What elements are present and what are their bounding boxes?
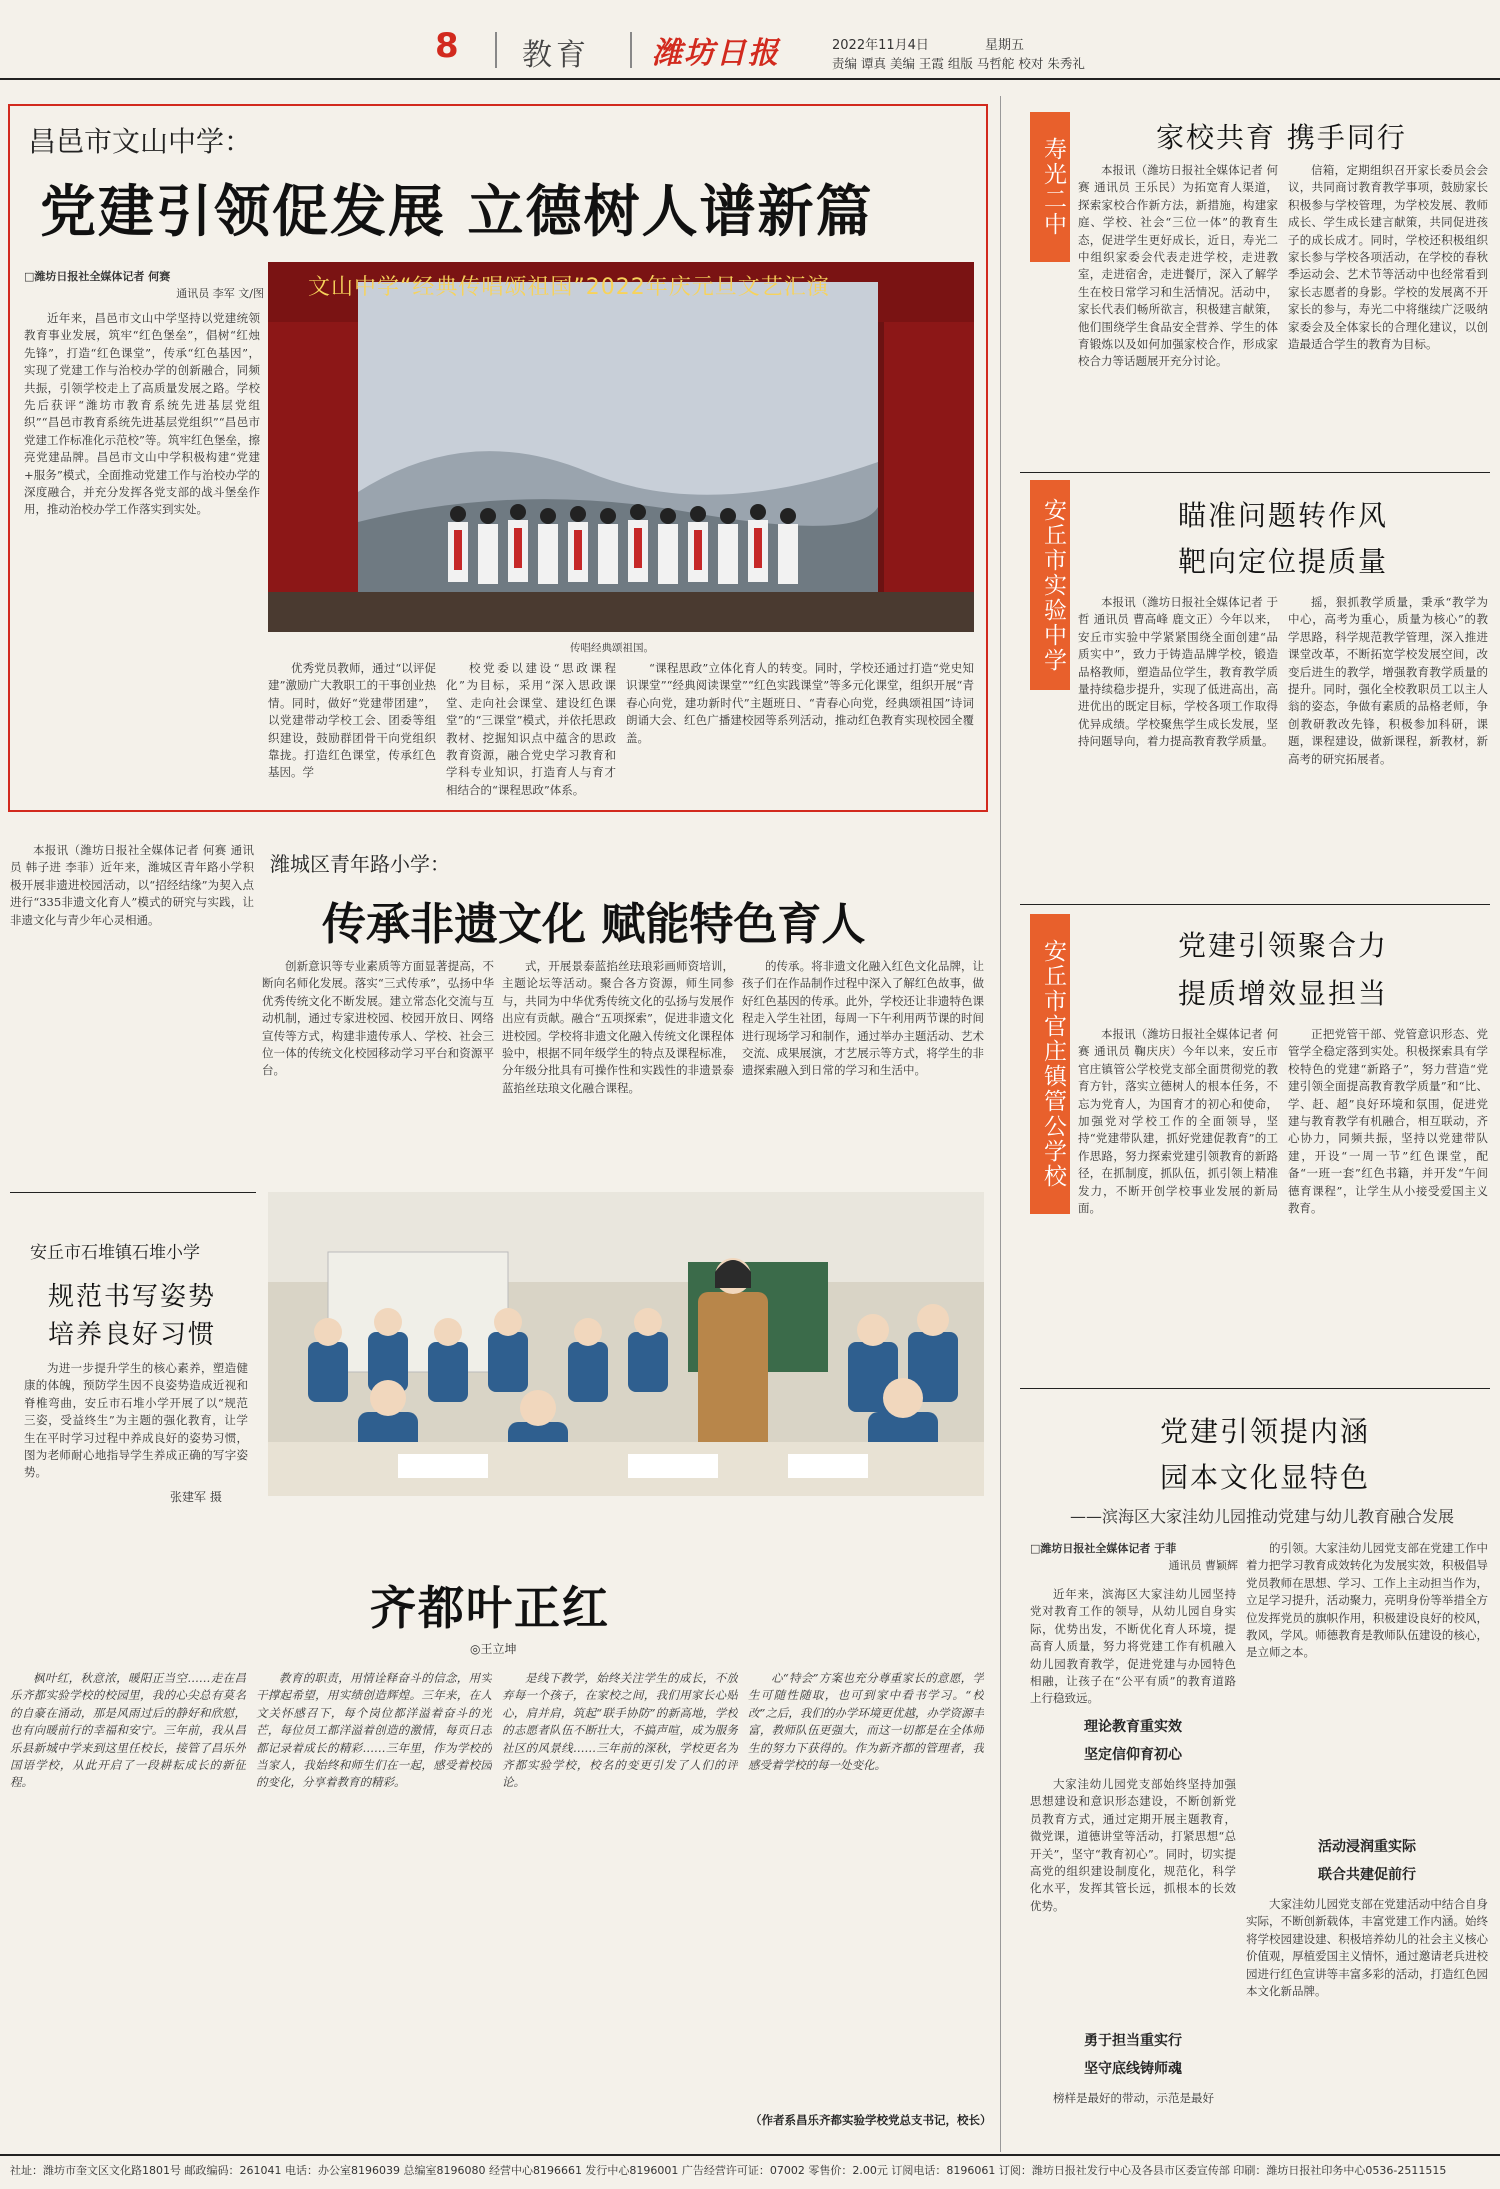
essay-col-2 — [256, 1670, 492, 2140]
essay-title: 齐都叶正红 — [370, 1581, 610, 1635]
stage-photo — [268, 262, 974, 632]
story4-subhead-3a: 活动浸润重实际 — [1318, 1839, 1416, 1855]
essay-col-4-text: 心“特会”方案也充分尊重家长的意愿，学生可随性随取，也可到家中看书学习。“校改”之后，我们的办学环境更优越，办学资源丰富，教师队伍更强大，而这一切都是在全体师生的努力下获得的。作为新齐都的管理者，我感受着学校的每一处变化。 — [748, 1671, 984, 1773]
story4-byline-reporter: □潍坊日报社全媒体记者 于菲 — [1030, 1542, 1177, 1555]
brief-title-2: 培养良好习惯 — [48, 1320, 217, 1350]
story3-col-2-text: 正把党管干部、党管意识形态、党管学全稳定落到实处。积极探索具有学校特色的党建“新路子”，努力营造“党建引领全面提高教育教学质量”和“比、学、赶、超”良好环境和氛围，促进党建与教育教学有机融合，相互联动，齐心协力，同频共振，坚持以党建带队建，开设“一周一节”红色课堂，配备“一班一套”红色书籍，并开发“午间德育课程”，让学生从小接受爱国主义教育。 — [1288, 1027, 1488, 1216]
issue-date: 2022年11月4日 — [832, 38, 929, 53]
brief-top-rule — [10, 1192, 256, 1193]
story4-col-1b — [1030, 1776, 1236, 2026]
story4-col-1b-text: 大家洼幼儿园党支部始终坚持加强思想建设和意识形态建设，不断创新党员教育方式，通过定期开展主题教育，微党课，道德讲堂等活动，打紧思想“总开关”，坚守“教育初心”。同时，切实提高党的组织建设制度化，规范化，科学化水平，发挥其管长远，抓根本的长效优势。 — [1030, 1777, 1236, 1913]
masthead-rule — [0, 78, 1500, 80]
second-headline: 传承非遗文化 赋能特色育人 — [322, 899, 866, 950]
story4-col-1a-text: 近年来，滨海区大家洼幼儿园坚持党对教育工作的领导，从幼儿园自身实际，优势出发，不断优化育人环境，提高育人质量，努力将党建工作有机融入幼儿园教育教学，促进党建与办园特色相融，让孩子在“公平有质”的教育道路上行稳致远。 — [1030, 1587, 1236, 1706]
story4-subhead-1b: 坚定信仰育初心 — [1084, 1747, 1182, 1763]
main-byline-reporter: □潍坊日报社全媒体记者 何赛 — [24, 270, 171, 283]
main-col-2 — [268, 660, 436, 800]
tag-anqiu-guanzhuang: 安丘市官庄镇管公学校 — [1030, 914, 1070, 1214]
story4-col-1c-text: 榜样是最好的带动，示范是最好 — [1053, 2091, 1214, 2105]
story2-rule — [1020, 904, 1490, 905]
brief-photo-credit: 张建军 摄 — [170, 1490, 222, 1504]
masthead-divider — [495, 32, 497, 68]
essay-col-2-text: 教育的职责，用情诠释奋斗的信念，用实干撑起希望，用实绩创造辉煌。三年来，在人文关怀感召下，每个岗位都洋溢着奋斗的光芒，每位员工都洋溢着创造的激情，每页日志都记录着成长的精彩……三年里，作为学校的当家人，我始终和师生们在一起，感受着校园的变化，分享着教育的精彩。 — [256, 1671, 492, 1790]
story3-col-1-text: 本报讯（潍坊日报社全媒体记者 何赛 通讯员 鞠庆庆）今年以来，安丘市官庄镇管公学校党支部全面贯彻党的教育方针，落实立德树人的根本任务，不忘为党育人，为国育才的初心和使命，加强党对学校工作的全面领导，坚持“党建带队建，抓好党建促教育”的工作思路，努力探索党建引领教育的新路径，在抓制度，抓队伍，抓引领上精准发力，不断开创学校事业发展的新局面。 — [1078, 1027, 1278, 1216]
essay-author: ◎王立坤 — [470, 1642, 517, 1656]
right-column-divider — [1000, 96, 1001, 2152]
story1-col-1-text: 本报讯（潍坊日报社全媒体记者 何赛 通讯员 王乐民）为拓宽育人渠道，探索家校合作新方法，新措施，构建家庭、学校、社会“三位一体”的教育生态，促进学生更好成长，近日，寿光二中组织家委会代表走进学校，走进教室，走进宿舍，走进餐厅，深入了解学生在校日常学习和生活情况。活动中，家长代表们畅所欲言，积极建言献策，他们围绕学生食品安全营养、学生的体育锻炼以及如何加强家校合作，形成家校合力等话题展开充分讨论。 — [1078, 163, 1278, 369]
second-col-4 — [742, 958, 984, 1180]
story4-subhead-2a: 勇于担当重实行 — [1084, 2033, 1182, 2049]
story4-col-2a-text: 的引领。大家洼幼儿园党支部在党建工作中着力把学习教育成效转化为发展实效，积极倡导党员教师在思想、学习、工作上主动担当作为，立足学习提升，活动聚力，亮明身份等举措全方位发挥党员的旗帜作用，积极建设良好的校风，教风，学风。师德教育是教师队伍建设的核心，是立师之本。 — [1246, 1541, 1488, 1660]
story3-rule — [1020, 1388, 1490, 1389]
essay-col-4 — [748, 1670, 984, 2110]
story4-subhead-3 — [1246, 1836, 1488, 1884]
stage-photo-banner: 文山中学“经典传唱颂祖国”2022年庆元旦文艺汇演 — [308, 275, 830, 300]
main-col-3-text: 校党委以建设“思政课程化”为目标，采用“深入思政课堂、走向社会课堂、建设红色课堂”的“三课堂”模式，并依托思政教材、挖掘知识点中蕴含的思政教育资源，融合党史学习教育和学科专业知识，打造育人与育才相结合的“课程思政”体系。 — [446, 661, 616, 797]
brief-body — [24, 1360, 248, 1490]
main-col-4 — [626, 660, 974, 800]
second-kicker: 潍城区青年路小学： — [270, 852, 450, 876]
story4-subhead-2b: 坚守底线铸师魂 — [1084, 2061, 1182, 2077]
story4-subhead-3b: 联合共建促前行 — [1318, 1867, 1416, 1883]
essay-col-3 — [502, 1670, 738, 2140]
story2-col-1 — [1078, 594, 1278, 894]
editor-credits: 责编 谭真 美编 王霞 组版 马哲舵 校对 朱秀礼 — [832, 56, 1085, 71]
second-col-4-text: 的传承。将非遗文化融入红色文化品牌，让孩子们在作品制作过程中深入了解红色故事，做好红色基因的传承。此外，学校还让非遗特色课程走入学生社团，每周一下午利用两节课的时间进行现场学习和制作，通过举办主题活动、艺术交流、成果展演，才艺展示等方式，将学生的非遗探索融入到日常的学习和生活中。 — [742, 959, 984, 1078]
story3-col-1 — [1078, 1026, 1278, 1346]
story4-headline-2: 园本文化显特色 — [1160, 1461, 1371, 1494]
masthead-divider-2 — [630, 32, 632, 68]
main-col-1 — [24, 310, 260, 800]
classroom-photo — [268, 1192, 984, 1496]
story4-subhead-1a: 理论教育重实效 — [1084, 1719, 1182, 1735]
story4-subhead-2 — [1030, 2030, 1236, 2078]
footer-info: 社址：潍坊市奎文区文化路1801号 邮政编码：261041 电话：办公室8196039 总编室8196080 经营中心8196661 发行中心8196001 广告经营许可证：07002 零售价：2.00元 订阅电话：8196061 订阅：潍坊日报社发行中心及各县市区委宣传部 印刷：潍坊日报社印务中心0536-2511515 — [10, 2164, 1447, 2177]
story4-headline-1: 党建引领提内涵 — [1160, 1415, 1371, 1448]
story1-col-1 — [1078, 162, 1278, 464]
essay-col-3-text: 是线下教学，始终关注学生的成长，不放弃每一个孩子，在家校之间，我们用家长心贴心，肩并肩，筑起“联手协防”的新高地，学校的志愿者队伍不断壮大，不搞声喧，成为服务社区的风景线……三年前的深秋，学校更名为齐都实验学校，校名的变更引发了人们的评论。 — [502, 1671, 738, 1790]
footer-rule — [0, 2154, 1500, 2156]
story4-col-2a — [1246, 1540, 1488, 1810]
brief-body-text: 为进一步提升学生的核心素养，塑造健康的体魄，预防学生因不良姿势造成近视和脊椎弯曲，安丘市石堆小学开展了以“规范三姿，受益终生”为主题的强化教育，让学生在平时学习过程中养成良好的姿势习惯，图为老师耐心地指导学生养成正确的写字姿势。 — [24, 1361, 248, 1480]
essay-author-note: （作者系昌乐齐都实验学校党总支书记，校长） — [750, 2113, 992, 2127]
story1-col-2 — [1288, 162, 1488, 464]
main-col-4-text: “课程思政”立体化育人的转变。同时，学校还通过打造“党史知识课堂”“经典阅读课堂”“红色实践课堂”等多元化课堂，组织开展“青春心向党，建功新时代”主题班日、“青春心向党，经典颂祖国”诗词朗诵大会、红色广播建校园等系列活动，推动红色教育实现校园全覆盖。 — [626, 661, 974, 745]
paper-logo: 潍坊日报 — [652, 36, 780, 71]
stage-photo-caption: 传唱经典颂祖国。 — [570, 642, 654, 654]
story1-col-2-text: 信箱，定期组织召开家长委员会会议，共同商讨教育教学事项，鼓励家长积极参与学校管理，为学校发展、教师成长、学生成长建言献策，共同促进孩子的成长成才。同时，学校还积极组织家长参与学校各项活动，在学校的春秋季运动会、艺术节等活动中也经常看到家长志愿者的身影。学校的发展离不开家长的参与，寿光二中将继续广泛吸纳家委会及全体家长的合理化建议，以创造最适合学生的教育为目标。 — [1288, 163, 1488, 352]
story2-col-2-text: 摇，狠抓教学质量，秉承“教学为中心，高考为重心，质量为核心”的教学思路，科学规范教学管理，深入推进课堂改革，不断拓宽学校发展空间，改变后进生的教学，增强教育教学质量的提升。同时，强化全校教职员工以主人翁的姿态，争做有素质的品格老师，争创教研教改先锋，积极参加科研，课题，课程建设，做新课程，新教材，新高考的研究拓展者。 — [1288, 595, 1488, 766]
main-col-1-text: 近年来，昌邑市文山中学坚持以党建统领教育事业发展，筑牢“红色堡垒”，倡树“红烛先锋”，打造“红色课堂”，传承“红色基因”，实现了党建工作与治校办学的创新融合，同频共振，引领学校走上了高质量发展之路。学校先后获评“潍坊市教育系统先进基层党组织”“昌邑市教育系统先进基层党组织”“昌邑市党建工作标准化示范校”等。筑牢红色堡垒，擦亮党建品牌。昌邑市文山中学积极构建“党建+服务”模式，全面推动党建工作与治校办学的深度融合，并充分发挥各党支部的战斗堡垒作用，推动治校办学工作落实到实处。 — [24, 311, 260, 517]
main-col-2-text: 优秀党员教师，通过“以评促建”激励广大教职工的干事创业热情。同时，做好“党建带团建”，以党建带动学校工会、团委等组织建设，鼓励群团骨干向党组织靠拢。打造红色课堂，传承红色基因。学 — [268, 661, 436, 780]
second-col-2-text: 创新意识等专业素质等方面显著提高，不断向名师化发展。落实“三式传承”，弘扬中华优秀传统文化不断发展。建立常态化交流与互动机制，通过专家进校园、校园开放日、网络宣传等方式，构建非遗传承人、学校、社会三位一体的传统文化校园移动学习平台和资源平台。 — [262, 959, 494, 1078]
story2-headline-1: 瞄准问题转作风 — [1178, 499, 1389, 532]
page-number: 8 — [435, 26, 459, 66]
story3-col-2 — [1288, 1026, 1488, 1346]
section-name: 教育 — [522, 38, 590, 73]
story4-byline-correspondent: 通讯员 曹颖辉 — [1168, 1559, 1238, 1572]
stage-photo-illustration — [268, 262, 974, 632]
classroom-photo-illustration — [268, 1192, 984, 1496]
masthead — [0, 0, 1500, 80]
main-col-3 — [446, 660, 616, 800]
story4-col-2b — [1246, 1896, 1488, 2130]
story1-headline: 家校共育 携手同行 — [1156, 121, 1407, 154]
second-lead-text: 本报讯（潍坊日报社全媒体记者 何赛 通讯员 韩子进 李菲）近年来，潍城区青年路小学积极开展非遗进校园活动，以“招经结缘”为契入点进行“335非遗文化育人”模式的研究与实践，让非遗文化与青少年心灵相通。 — [10, 843, 254, 927]
main-byline-correspondent: 通讯员 李军 文/图 — [176, 287, 264, 300]
second-col-2 — [262, 958, 494, 1180]
main-headline: 党建引领促发展 立德树人谱新篇 — [40, 179, 874, 245]
essay-col-1 — [10, 1670, 246, 2140]
tag-shouguang: 寿光二中 — [1030, 112, 1070, 262]
story4-col-2b-text: 大家洼幼儿园党支部在党建活动中结合自身实际，不断创新载体，丰富党建工作内涵。始终将学校园建设建、积极培养幼儿的社会主义核心价值观，厚植爱国主义情怀，通过邀请老兵进校园进行红色宣讲等丰富多彩的活动，打造红色园本文化新品牌。 — [1246, 1897, 1488, 1999]
story4-subtitle: ——滨海区大家洼幼儿园推动党建与幼儿教育融合发展 — [1070, 1507, 1455, 1526]
second-lead — [10, 842, 254, 1180]
story2-col-2 — [1288, 594, 1488, 894]
story1-rule — [1020, 472, 1490, 473]
story4-col-1c — [1030, 2090, 1236, 2130]
story3-headline-1: 党建引领聚合力 — [1178, 929, 1389, 962]
issue-weekday: 星期五 — [985, 38, 1025, 53]
essay-col-1-text: 枫叶红，秋意浓，暖阳正当空……走在昌乐齐都实验学校的校园里，我的心尖总有莫名的自豪在涌动，那是风雨过后的静好和欣慰，也有向暖前行的幸福和安宁。三年前，我从昌乐县新城中学来到这里任校长，接管了昌乐外国语学校，从此开启了一段耕耘成长的新征程。 — [10, 1671, 246, 1790]
story2-col-1-text: 本报讯（潍坊日报社全媒体记者 于哲 通讯员 曹高峰 鹿文正）今年以来，安丘市实验中学紧紧围绕全面创建“品质实中”，致力于铸造品牌学校，锻造品格教师，塑造品位学生，教育教学质量持续稳步提升，实现了低进高出，高进优出的既定目标，学校各项工作取得优异成绩。学校聚焦学生成长发展，坚持问题导向，着力提高教育教学质量。 — [1078, 595, 1278, 749]
story3-headline-2: 提质增效显担当 — [1178, 977, 1389, 1010]
story2-headline-2: 靶向定位提质量 — [1178, 545, 1389, 578]
brief-kicker: 安丘市石堆镇石堆小学 — [30, 1243, 200, 1263]
main-byline — [24, 268, 264, 302]
tag-anqiu-experimental: 安丘市实验中学 — [1030, 480, 1070, 690]
story4-byline — [1030, 1540, 1238, 1574]
story4-col-1a — [1030, 1586, 1236, 1706]
second-col-3 — [502, 958, 734, 1180]
main-kicker: 昌邑市文山中学： — [28, 125, 253, 158]
second-col-3-text: 式，开展景泰蓝掐丝珐琅彩画师资培训，主题论坛等活动。聚合各方资源，师生同参与，共同为中华优秀传统文化的弘扬与发展作出应有贡献。融合“五项探索”，促进非遗文化进校园。学校将非遗文化融入传统文化课程体验中，根据不同年级学生的特点及课程标准，分年级分批具有可操作性和实践性的非遗景泰蓝掐丝珐琅文化融合课程。 — [502, 959, 734, 1095]
brief-title-1: 规范书写姿势 — [48, 1282, 217, 1312]
story4-subhead-1 — [1030, 1716, 1236, 1764]
